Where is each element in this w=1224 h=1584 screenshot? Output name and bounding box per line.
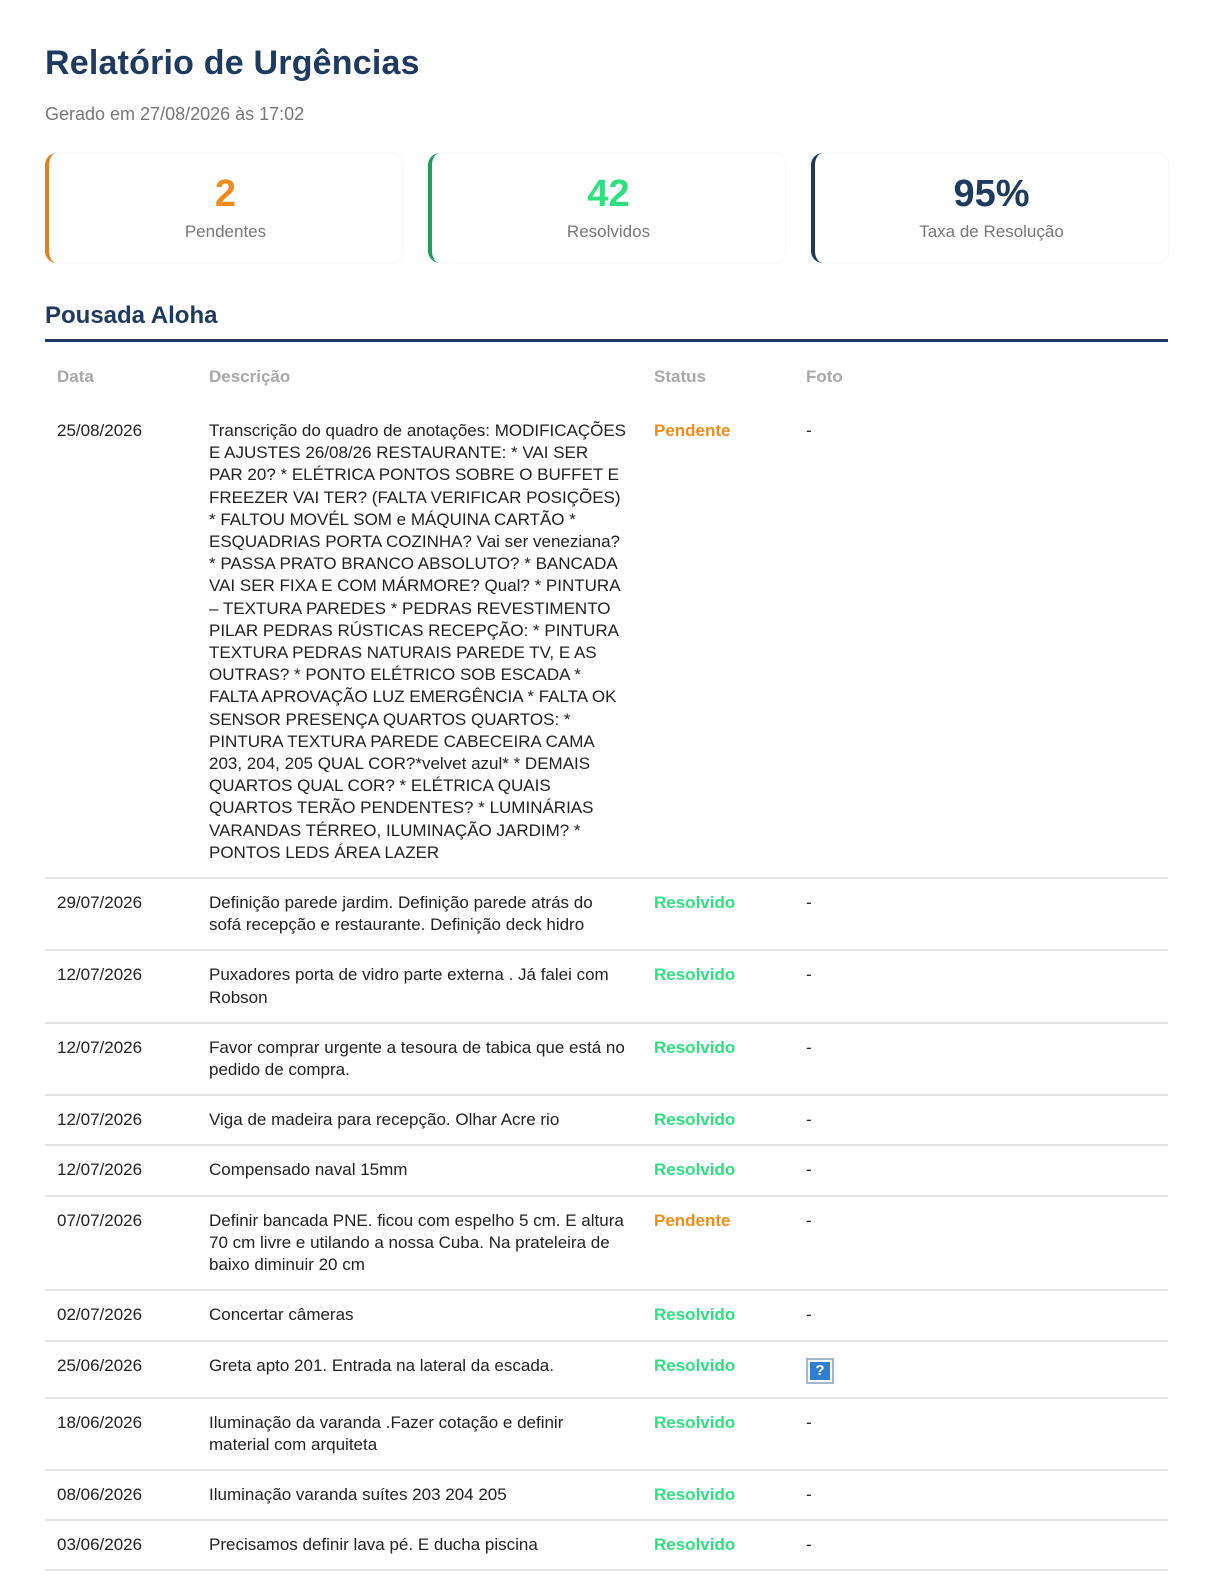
cell-status (642, 950, 794, 1022)
cell-status (642, 1520, 794, 1570)
cell-status (642, 1095, 794, 1145)
table-row (45, 1520, 1168, 1570)
cell-description: Iluminação da varanda .Fazer cotação e definir material com arquiteta (197, 1398, 642, 1470)
cell-date: 25/08/2026 (45, 407, 197, 878)
stat-label-resolution-rate: Taxa de Resolução (919, 222, 1064, 241)
cell-date: 03/06/2026 (45, 1520, 197, 1570)
cell-date: 08/06/2026 (45, 1470, 197, 1520)
cell-status (642, 1023, 794, 1095)
urgency-table (45, 352, 1168, 1571)
summary-cards (45, 153, 1168, 263)
status-badge: Pendente (654, 421, 731, 440)
cell-description: Precisamos definir lava pé. E ducha piscina (197, 1520, 642, 1570)
stat-label-pending: Pendentes (184, 222, 267, 241)
stat-value-pending: 2 (214, 173, 237, 215)
stat-label-resolved: Resolvidos (566, 222, 651, 241)
section-title: Pousada Aloha (45, 302, 218, 329)
cell-date: 12/07/2026 (45, 1095, 197, 1145)
cell-photo: - (794, 878, 1168, 950)
cell-date: 25/06/2026 (45, 1341, 197, 1398)
status-badge: Resolvido (654, 1160, 736, 1180)
cell-date: 12/07/2026 (45, 1023, 197, 1095)
status-badge: Resolvido (654, 1355, 736, 1375)
cell-date: 12/07/2026 (45, 950, 197, 1022)
cell-status (642, 1341, 794, 1398)
status-badge: Resolvido (654, 1110, 736, 1130)
cell-status (642, 1145, 794, 1195)
status-badge: Resolvido (654, 1412, 736, 1432)
cell-date: 07/07/2026 (45, 1196, 197, 1291)
stat-card-resolved (428, 153, 785, 263)
stat-value-resolution-rate: 95% (953, 173, 1030, 215)
status-badge: Pendente (654, 1210, 731, 1230)
stat-value-resolved: 42 (587, 173, 630, 215)
cell-photo: - (794, 1470, 1168, 1520)
cell-description: Compensado naval 15mm (197, 1145, 642, 1195)
cell-status (642, 407, 794, 878)
cell-photo: - (794, 950, 1168, 1022)
stat-card-resolution-rate (811, 153, 1168, 263)
cell-date: 18/06/2026 (45, 1398, 197, 1470)
cell-description: Iluminação varanda suítes 203 204 205 (197, 1470, 642, 1520)
cell-status (642, 878, 794, 950)
cell-description: Viga de madeira para recepção. Olhar Acre rio (197, 1095, 642, 1145)
cell-photo: - (794, 1145, 1168, 1195)
status-badge: Resolvido (654, 965, 736, 985)
status-badge: Resolvido (654, 1305, 736, 1325)
column-header-photo: Foto (806, 367, 843, 386)
cell-status (642, 1398, 794, 1470)
section-divider (45, 339, 1168, 342)
cell-status (642, 1196, 794, 1291)
table-row (45, 1398, 1168, 1470)
photo-placeholder-icon[interactable] (806, 1358, 834, 1384)
table-row (45, 1095, 1168, 1145)
cell-photo: - (794, 1196, 1168, 1291)
cell-description: Definição parede jardim. Definição parede atrás do sofá recepção e restaurante. Definição deck hidro (197, 878, 642, 950)
cell-photo: - (794, 1520, 1168, 1570)
status-badge: Resolvido (654, 1484, 736, 1504)
status-badge: Resolvido (654, 1535, 736, 1555)
photo-icon-glyph: ? (810, 1362, 830, 1380)
table-row (45, 1341, 1168, 1398)
table-body (45, 407, 1168, 1570)
table-row (45, 1023, 1168, 1095)
cell-photo: - (794, 1290, 1168, 1340)
status-badge: Resolvido (654, 1037, 736, 1057)
cell-status (642, 1290, 794, 1340)
cell-description: Concertar câmeras (197, 1290, 642, 1340)
cell-photo: - (794, 1095, 1168, 1145)
column-header-status: Status (654, 367, 706, 386)
cell-description: Transcrição do quadro de anotações: MODIFICAÇÕES E AJUSTES 26/08/26 RESTAURANTE: * VAI SER PAR 20? * ELÉTRICA PONTOS SOBRE O BUFFET E FREEZER VAI TER? (FALTA VERIFICAR POSIÇÕES) * FALTOU MOVÉL SOM e MÁQUINA CARTÃO * ESQUADRIAS PORTA COZINHA? Vai ser veneziana? * PASSA PRATO BRANCO ABSOLUTO? * BANCADA VAI SER FIXA E COM MÁRMORE? Qual? * PINTURA – TEXTURA PAREDES * PEDRAS REVESTIMENTO PILAR PEDRAS RÚSTICAS RECEPÇÃO: * PINTURA TEXTURA PEDRAS NATURAIS PAREDE TV, E AS OUTRAS? * PONTO ELÉTRICO SOB ESCADA * FALTA APROVAÇÃO LUZ EMERGÊNCIA * FALTA OK SENSOR PRESENÇA QUARTOS QUARTOS: * PINTURA TEXTURA PAREDE CABECEIRA CAMA 203, 204, 205 QUAL COR?*velvet azul* * DEMAIS QUARTOS QUAL COR? * ELÉTRICA QUAIS QUARTOS TERÃO PENDENTES? * LUMINÁRIAS VARANDAS TÉRREO, ILUMINAÇÃO JARDIM? * PONTOS LEDS ÁREA LAZER (197, 407, 642, 878)
stat-card-pending (45, 153, 402, 263)
table-row (45, 1290, 1168, 1340)
cell-photo (794, 1341, 1168, 1398)
page-title: Relatório de Urgências (45, 44, 420, 82)
cell-description: Puxadores porta de vidro parte externa . Já falei com Robson (197, 950, 642, 1022)
cell-status (642, 1470, 794, 1520)
cell-date: 02/07/2026 (45, 1290, 197, 1340)
generated-timestamp: Gerado em 27/08/2026 às 17:02 (45, 104, 305, 124)
cell-photo: - (794, 407, 1168, 878)
column-header-date: Data (57, 367, 94, 386)
table-row (45, 1196, 1168, 1291)
cell-description: Favor comprar urgente a tesoura de tabica que está no pedido de compra. (197, 1023, 642, 1095)
cell-photo: - (794, 1398, 1168, 1470)
table-row (45, 407, 1168, 878)
cell-photo: - (794, 1023, 1168, 1095)
cell-description: Greta apto 201. Entrada na lateral da escada. (197, 1341, 642, 1398)
cell-date: 12/07/2026 (45, 1145, 197, 1195)
table-row (45, 1145, 1168, 1195)
column-header-description: Descrição (209, 367, 291, 386)
cell-description: Definir bancada PNE. ficou com espelho 5 cm. E altura 70 cm livre e utilando a nossa Cuba. Na prateleira de baixo diminuir 20 cm (197, 1196, 642, 1291)
status-badge: Resolvido (654, 893, 736, 913)
table-row (45, 1470, 1168, 1520)
table-row (45, 878, 1168, 950)
table-header-row (45, 352, 1168, 407)
cell-date: 29/07/2026 (45, 878, 197, 950)
table-row (45, 950, 1168, 1022)
